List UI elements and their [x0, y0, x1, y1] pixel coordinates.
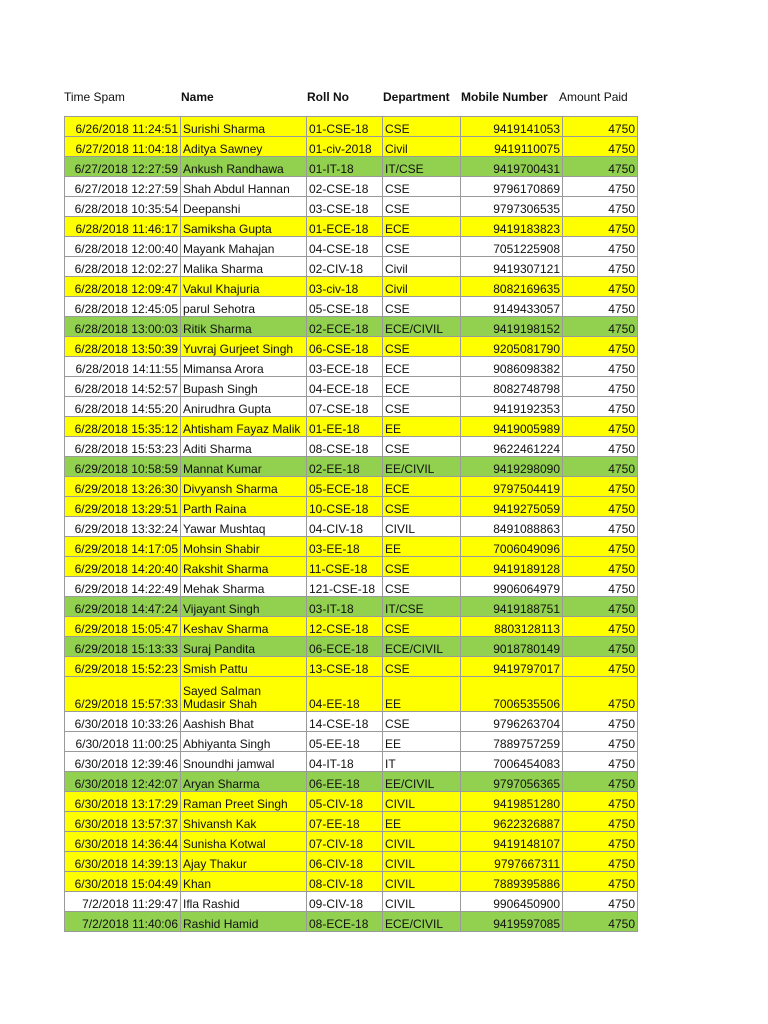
cell-time: 6/29/2018 10:58:59	[65, 457, 181, 477]
cell-time: 6/29/2018 15:13:33	[65, 637, 181, 657]
cell-roll: 11-CSE-18	[307, 557, 383, 577]
cell-name: Ritik Sharma	[181, 317, 307, 337]
cell-name: Mayank Mahajan	[181, 237, 307, 257]
cell-amount: 4750	[563, 377, 638, 397]
cell-roll: 14-CSE-18	[307, 712, 383, 732]
cell-time: 6/28/2018 13:00:03	[65, 317, 181, 337]
cell-amount: 4750	[563, 357, 638, 377]
cell-department: EE	[383, 732, 461, 752]
cell-name: Aashish Bhat	[181, 712, 307, 732]
table-row	[65, 772, 638, 792]
table-row	[65, 637, 638, 657]
cell-roll: 05-EE-18	[307, 732, 383, 752]
cell-name: Sunisha Kotwal	[181, 832, 307, 852]
table-row	[65, 317, 638, 337]
cell-time: 6/27/2018 11:04:18	[65, 137, 181, 157]
cell-roll: 07-CIV-18	[307, 832, 383, 852]
cell-roll: 05-ECE-18	[307, 477, 383, 497]
table-row	[65, 417, 638, 437]
table-row	[65, 517, 638, 537]
cell-name: Bupash Singh	[181, 377, 307, 397]
cell-amount: 4750	[563, 832, 638, 852]
cell-mobile: 8803128113	[461, 617, 563, 637]
cell-time: 7/2/2018 11:40:06	[65, 912, 181, 932]
cell-mobile: 8082169635	[461, 277, 563, 297]
table-row	[65, 852, 638, 872]
cell-mobile: 9419198152	[461, 317, 563, 337]
cell-time: 6/27/2018 12:27:59	[65, 177, 181, 197]
cell-time: 6/29/2018 14:17:05	[65, 537, 181, 557]
cell-mobile: 9419189128	[461, 557, 563, 577]
cell-time: 6/29/2018 15:52:23	[65, 657, 181, 677]
cell-roll: 01-civ-2018	[307, 137, 383, 157]
table-row	[65, 712, 638, 732]
cell-department: Civil	[383, 137, 461, 157]
cell-amount: 4750	[563, 657, 638, 677]
column-headers	[64, 88, 644, 110]
cell-amount: 4750	[563, 677, 638, 712]
cell-roll: 03-civ-18	[307, 277, 383, 297]
table-row	[65, 377, 638, 397]
table-row	[65, 237, 638, 257]
cell-time: 6/28/2018 14:11:55	[65, 357, 181, 377]
cell-department: CSE	[383, 497, 461, 517]
cell-name: Aditya Sawney	[181, 137, 307, 157]
cell-department: CIVIL	[383, 517, 461, 537]
cell-name: Divyansh Sharma	[181, 477, 307, 497]
cell-mobile: 9797306535	[461, 197, 563, 217]
header-department: Department	[383, 90, 450, 104]
table-row	[65, 477, 638, 497]
cell-amount: 4750	[563, 812, 638, 832]
cell-roll: 02-CIV-18	[307, 257, 383, 277]
table-row	[65, 657, 638, 677]
cell-time: 6/30/2018 14:39:13	[65, 852, 181, 872]
cell-time: 6/28/2018 11:46:17	[65, 217, 181, 237]
cell-mobile: 9419141053	[461, 117, 563, 137]
cell-time: 6/29/2018 14:20:40	[65, 557, 181, 577]
cell-roll: 01-ECE-18	[307, 217, 383, 237]
cell-time: 6/29/2018 13:26:30	[65, 477, 181, 497]
cell-amount: 4750	[563, 257, 638, 277]
cell-roll: 03-ECE-18	[307, 357, 383, 377]
cell-mobile: 8491088863	[461, 517, 563, 537]
table-row	[65, 157, 638, 177]
cell-mobile: 7006535506	[461, 677, 563, 712]
table-row	[65, 557, 638, 577]
cell-name: parul Sehotra	[181, 297, 307, 317]
cell-department: CSE	[383, 237, 461, 257]
table-row	[65, 872, 638, 892]
cell-name: Sayed Salman Mudasir Shah	[181, 677, 307, 712]
cell-roll: 08-CIV-18	[307, 872, 383, 892]
cell-time: 6/28/2018 10:35:54	[65, 197, 181, 217]
cell-name: Raman Preet Singh	[181, 792, 307, 812]
table-row	[65, 117, 638, 137]
header-mobile: Mobile Number	[461, 90, 548, 104]
cell-roll: 01-CSE-18	[307, 117, 383, 137]
cell-mobile: 9796170869	[461, 177, 563, 197]
cell-name: Ankush Randhawa	[181, 157, 307, 177]
cell-mobile: 9796263704	[461, 712, 563, 732]
cell-time: 6/28/2018 14:55:20	[65, 397, 181, 417]
cell-amount: 4750	[563, 437, 638, 457]
cell-roll: 05-CIV-18	[307, 792, 383, 812]
cell-roll: 02-CSE-18	[307, 177, 383, 197]
cell-name: Vijayant Singh	[181, 597, 307, 617]
cell-amount: 4750	[563, 237, 638, 257]
cell-time: 6/30/2018 14:36:44	[65, 832, 181, 852]
cell-mobile: 9205081790	[461, 337, 563, 357]
cell-amount: 4750	[563, 497, 638, 517]
cell-name: Anirudhra Gupta	[181, 397, 307, 417]
cell-amount: 4750	[563, 852, 638, 872]
cell-name: Yuvraj Gurjeet Singh	[181, 337, 307, 357]
cell-amount: 4750	[563, 177, 638, 197]
cell-time: 6/28/2018 15:53:23	[65, 437, 181, 457]
cell-mobile: 9797667311	[461, 852, 563, 872]
cell-name: Malika Sharma	[181, 257, 307, 277]
cell-department: CIVIL	[383, 792, 461, 812]
table-row	[65, 812, 638, 832]
cell-mobile: 7051225908	[461, 237, 563, 257]
cell-time: 6/27/2018 12:27:59	[65, 157, 181, 177]
cell-mobile: 9419148107	[461, 832, 563, 852]
cell-department: EE	[383, 812, 461, 832]
cell-department: CSE	[383, 437, 461, 457]
cell-roll: 06-ECE-18	[307, 637, 383, 657]
cell-department: ECE	[383, 217, 461, 237]
cell-roll: 02-EE-18	[307, 457, 383, 477]
table-row	[65, 577, 638, 597]
cell-amount: 4750	[563, 337, 638, 357]
cell-amount: 4750	[563, 297, 638, 317]
cell-name: Yawar Mushtaq	[181, 517, 307, 537]
cell-time: 6/30/2018 10:33:26	[65, 712, 181, 732]
cell-time: 6/30/2018 13:17:29	[65, 792, 181, 812]
table-row	[65, 257, 638, 277]
table-row	[65, 617, 638, 637]
cell-mobile: 9018780149	[461, 637, 563, 657]
cell-mobile: 7006454083	[461, 752, 563, 772]
cell-name: Vakul Khajuria	[181, 277, 307, 297]
cell-amount: 4750	[563, 197, 638, 217]
cell-amount: 4750	[563, 792, 638, 812]
table-row	[65, 912, 638, 932]
table-row	[65, 732, 638, 752]
cell-department: EE	[383, 417, 461, 437]
cell-amount: 4750	[563, 477, 638, 497]
cell-amount: 4750	[563, 157, 638, 177]
cell-department: EE	[383, 677, 461, 712]
cell-roll: 09-CIV-18	[307, 892, 383, 912]
cell-roll: 12-CSE-18	[307, 617, 383, 637]
cell-name: Ahtisham Fayaz Malik	[181, 417, 307, 437]
cell-mobile: 9419797017	[461, 657, 563, 677]
cell-mobile: 9419005989	[461, 417, 563, 437]
cell-time: 6/30/2018 12:42:07	[65, 772, 181, 792]
header-amount: Amount Paid	[559, 90, 628, 104]
cell-time: 6/28/2018 12:00:40	[65, 237, 181, 257]
cell-department: CSE	[383, 617, 461, 637]
cell-amount: 4750	[563, 892, 638, 912]
cell-roll: 08-CSE-18	[307, 437, 383, 457]
cell-time: 6/29/2018 15:05:47	[65, 617, 181, 637]
cell-roll: 06-CIV-18	[307, 852, 383, 872]
cell-mobile: 7006049096	[461, 537, 563, 557]
cell-department: CSE	[383, 177, 461, 197]
cell-mobile: 9906450900	[461, 892, 563, 912]
header-roll: Roll No	[307, 90, 349, 104]
cell-amount: 4750	[563, 457, 638, 477]
cell-mobile: 9906064979	[461, 577, 563, 597]
cell-roll: 05-CSE-18	[307, 297, 383, 317]
cell-mobile: 9419307121	[461, 257, 563, 277]
cell-department: CSE	[383, 117, 461, 137]
cell-name: Rakshit Sharma	[181, 557, 307, 577]
cell-roll: 04-ECE-18	[307, 377, 383, 397]
cell-mobile: 9419275059	[461, 497, 563, 517]
cell-department: Civil	[383, 257, 461, 277]
cell-amount: 4750	[563, 537, 638, 557]
cell-time: 6/30/2018 11:00:25	[65, 732, 181, 752]
cell-department: CSE	[383, 397, 461, 417]
cell-name: Khan	[181, 872, 307, 892]
table-row	[65, 497, 638, 517]
cell-department: CSE	[383, 657, 461, 677]
cell-time: 7/2/2018 11:29:47	[65, 892, 181, 912]
cell-mobile: 9419110075	[461, 137, 563, 157]
cell-mobile: 9622326887	[461, 812, 563, 832]
cell-amount: 4750	[563, 277, 638, 297]
cell-roll: 01-EE-18	[307, 417, 383, 437]
cell-time: 6/30/2018 12:39:46	[65, 752, 181, 772]
table-row	[65, 177, 638, 197]
cell-mobile: 9419183823	[461, 217, 563, 237]
cell-amount: 4750	[563, 557, 638, 577]
table-row	[65, 792, 638, 812]
cell-amount: 4750	[563, 117, 638, 137]
cell-mobile: 9419851280	[461, 792, 563, 812]
table-row	[65, 337, 638, 357]
cell-department: IT/CSE	[383, 597, 461, 617]
cell-time: 6/28/2018 15:35:12	[65, 417, 181, 437]
table-row	[65, 892, 638, 912]
cell-amount: 4750	[563, 617, 638, 637]
cell-mobile: 9622461224	[461, 437, 563, 457]
cell-time: 6/28/2018 13:50:39	[65, 337, 181, 357]
cell-amount: 4750	[563, 317, 638, 337]
cell-time: 6/26/2018 11:24:51	[65, 117, 181, 137]
cell-department: IT	[383, 752, 461, 772]
table-row	[65, 752, 638, 772]
cell-department: EE	[383, 537, 461, 557]
cell-name: Ifla Rashid	[181, 892, 307, 912]
cell-roll: 08-ECE-18	[307, 912, 383, 932]
cell-mobile: 9419597085	[461, 912, 563, 932]
cell-roll: 03-IT-18	[307, 597, 383, 617]
cell-amount: 4750	[563, 517, 638, 537]
cell-roll: 04-CIV-18	[307, 517, 383, 537]
cell-department: CSE	[383, 712, 461, 732]
cell-name: Parth Raina	[181, 497, 307, 517]
cell-mobile: 9419188751	[461, 597, 563, 617]
cell-name: Snoundhi jamwal	[181, 752, 307, 772]
table-row	[65, 357, 638, 377]
cell-amount: 4750	[563, 712, 638, 732]
cell-time: 6/29/2018 13:29:51	[65, 497, 181, 517]
cell-department: EE/CIVIL	[383, 457, 461, 477]
cell-department: CSE	[383, 577, 461, 597]
cell-name: Samiksha Gupta	[181, 217, 307, 237]
cell-department: ECE/CIVIL	[383, 912, 461, 932]
cell-mobile: 9797056365	[461, 772, 563, 792]
cell-time: 6/28/2018 12:45:05	[65, 297, 181, 317]
cell-name: Smish Pattu	[181, 657, 307, 677]
cell-mobile: 7889757259	[461, 732, 563, 752]
cell-mobile: 9419298090	[461, 457, 563, 477]
cell-department: CSE	[383, 557, 461, 577]
cell-department: CIVIL	[383, 832, 461, 852]
cell-time: 6/28/2018 12:09:47	[65, 277, 181, 297]
cell-department: ECE	[383, 377, 461, 397]
header-time: Time Spam	[64, 90, 125, 104]
cell-name: Ajay Thakur	[181, 852, 307, 872]
table-row	[65, 457, 638, 477]
cell-department: ECE/CIVIL	[383, 317, 461, 337]
cell-department: ECE	[383, 357, 461, 377]
cell-amount: 4750	[563, 577, 638, 597]
cell-name: Suraj Pandita	[181, 637, 307, 657]
cell-mobile: 9149433057	[461, 297, 563, 317]
cell-name: Mohsin Shabir	[181, 537, 307, 557]
cell-department: IT/CSE	[383, 157, 461, 177]
cell-name: Surishi Sharma	[181, 117, 307, 137]
cell-amount: 4750	[563, 597, 638, 617]
cell-name: Mehak Sharma	[181, 577, 307, 597]
cell-amount: 4750	[563, 732, 638, 752]
table-row	[65, 677, 638, 712]
cell-name: Shah Abdul Hannan	[181, 177, 307, 197]
cell-name: Mannat Kumar	[181, 457, 307, 477]
cell-name: Rashid Hamid	[181, 912, 307, 932]
cell-roll: 06-EE-18	[307, 772, 383, 792]
cell-roll: 04-IT-18	[307, 752, 383, 772]
cell-amount: 4750	[563, 217, 638, 237]
cell-department: CSE	[383, 297, 461, 317]
cell-name: Keshav Sharma	[181, 617, 307, 637]
table-row	[65, 597, 638, 617]
cell-time: 6/28/2018 12:02:27	[65, 257, 181, 277]
cell-roll: 121-CSE-18	[307, 577, 383, 597]
cell-department: CSE	[383, 337, 461, 357]
cell-name: Mimansa Arora	[181, 357, 307, 377]
table-row	[65, 277, 638, 297]
cell-time: 6/29/2018 15:57:33	[65, 677, 181, 712]
cell-department: CIVIL	[383, 852, 461, 872]
cell-department: EE/CIVIL	[383, 772, 461, 792]
cell-mobile: 8082748798	[461, 377, 563, 397]
cell-department: CIVIL	[383, 872, 461, 892]
cell-time: 6/30/2018 13:57:37	[65, 812, 181, 832]
cell-amount: 4750	[563, 397, 638, 417]
cell-roll: 04-CSE-18	[307, 237, 383, 257]
cell-amount: 4750	[563, 637, 638, 657]
cell-roll: 04-EE-18	[307, 677, 383, 712]
cell-amount: 4750	[563, 772, 638, 792]
table-row	[65, 217, 638, 237]
cell-amount: 4750	[563, 417, 638, 437]
cell-time: 6/29/2018 14:22:49	[65, 577, 181, 597]
cell-amount: 4750	[563, 912, 638, 932]
cell-time: 6/29/2018 13:32:24	[65, 517, 181, 537]
cell-amount: 4750	[563, 872, 638, 892]
table-row	[65, 832, 638, 852]
cell-name: Deepanshi	[181, 197, 307, 217]
cell-amount: 4750	[563, 752, 638, 772]
table-body	[65, 117, 638, 932]
cell-roll: 07-CSE-18	[307, 397, 383, 417]
cell-roll: 03-CSE-18	[307, 197, 383, 217]
cell-name: Abhiyanta Singh	[181, 732, 307, 752]
table-row	[65, 297, 638, 317]
cell-roll: 03-EE-18	[307, 537, 383, 557]
cell-roll: 06-CSE-18	[307, 337, 383, 357]
cell-mobile: 9086098382	[461, 357, 563, 377]
cell-roll: 07-EE-18	[307, 812, 383, 832]
table-row	[65, 197, 638, 217]
payments-table	[64, 116, 638, 932]
table-row	[65, 437, 638, 457]
cell-department: CSE	[383, 197, 461, 217]
cell-amount: 4750	[563, 137, 638, 157]
cell-mobile: 9419192353	[461, 397, 563, 417]
cell-department: ECE	[383, 477, 461, 497]
cell-mobile: 9797504419	[461, 477, 563, 497]
cell-time: 6/29/2018 14:47:24	[65, 597, 181, 617]
cell-name: Aditi Sharma	[181, 437, 307, 457]
cell-time: 6/28/2018 14:52:57	[65, 377, 181, 397]
cell-time: 6/30/2018 15:04:49	[65, 872, 181, 892]
header-name: Name	[181, 90, 214, 104]
cell-roll: 13-CSE-18	[307, 657, 383, 677]
cell-roll: 10-CSE-18	[307, 497, 383, 517]
cell-mobile: 9419700431	[461, 157, 563, 177]
cell-department: Civil	[383, 277, 461, 297]
cell-roll: 01-IT-18	[307, 157, 383, 177]
cell-name: Shivansh Kak	[181, 812, 307, 832]
cell-mobile: 7889395886	[461, 872, 563, 892]
table-row	[65, 537, 638, 557]
cell-name: Aryan Sharma	[181, 772, 307, 792]
cell-department: CIVIL	[383, 892, 461, 912]
cell-department: ECE/CIVIL	[383, 637, 461, 657]
cell-roll: 02-ECE-18	[307, 317, 383, 337]
table-row	[65, 137, 638, 157]
table-row	[65, 397, 638, 417]
